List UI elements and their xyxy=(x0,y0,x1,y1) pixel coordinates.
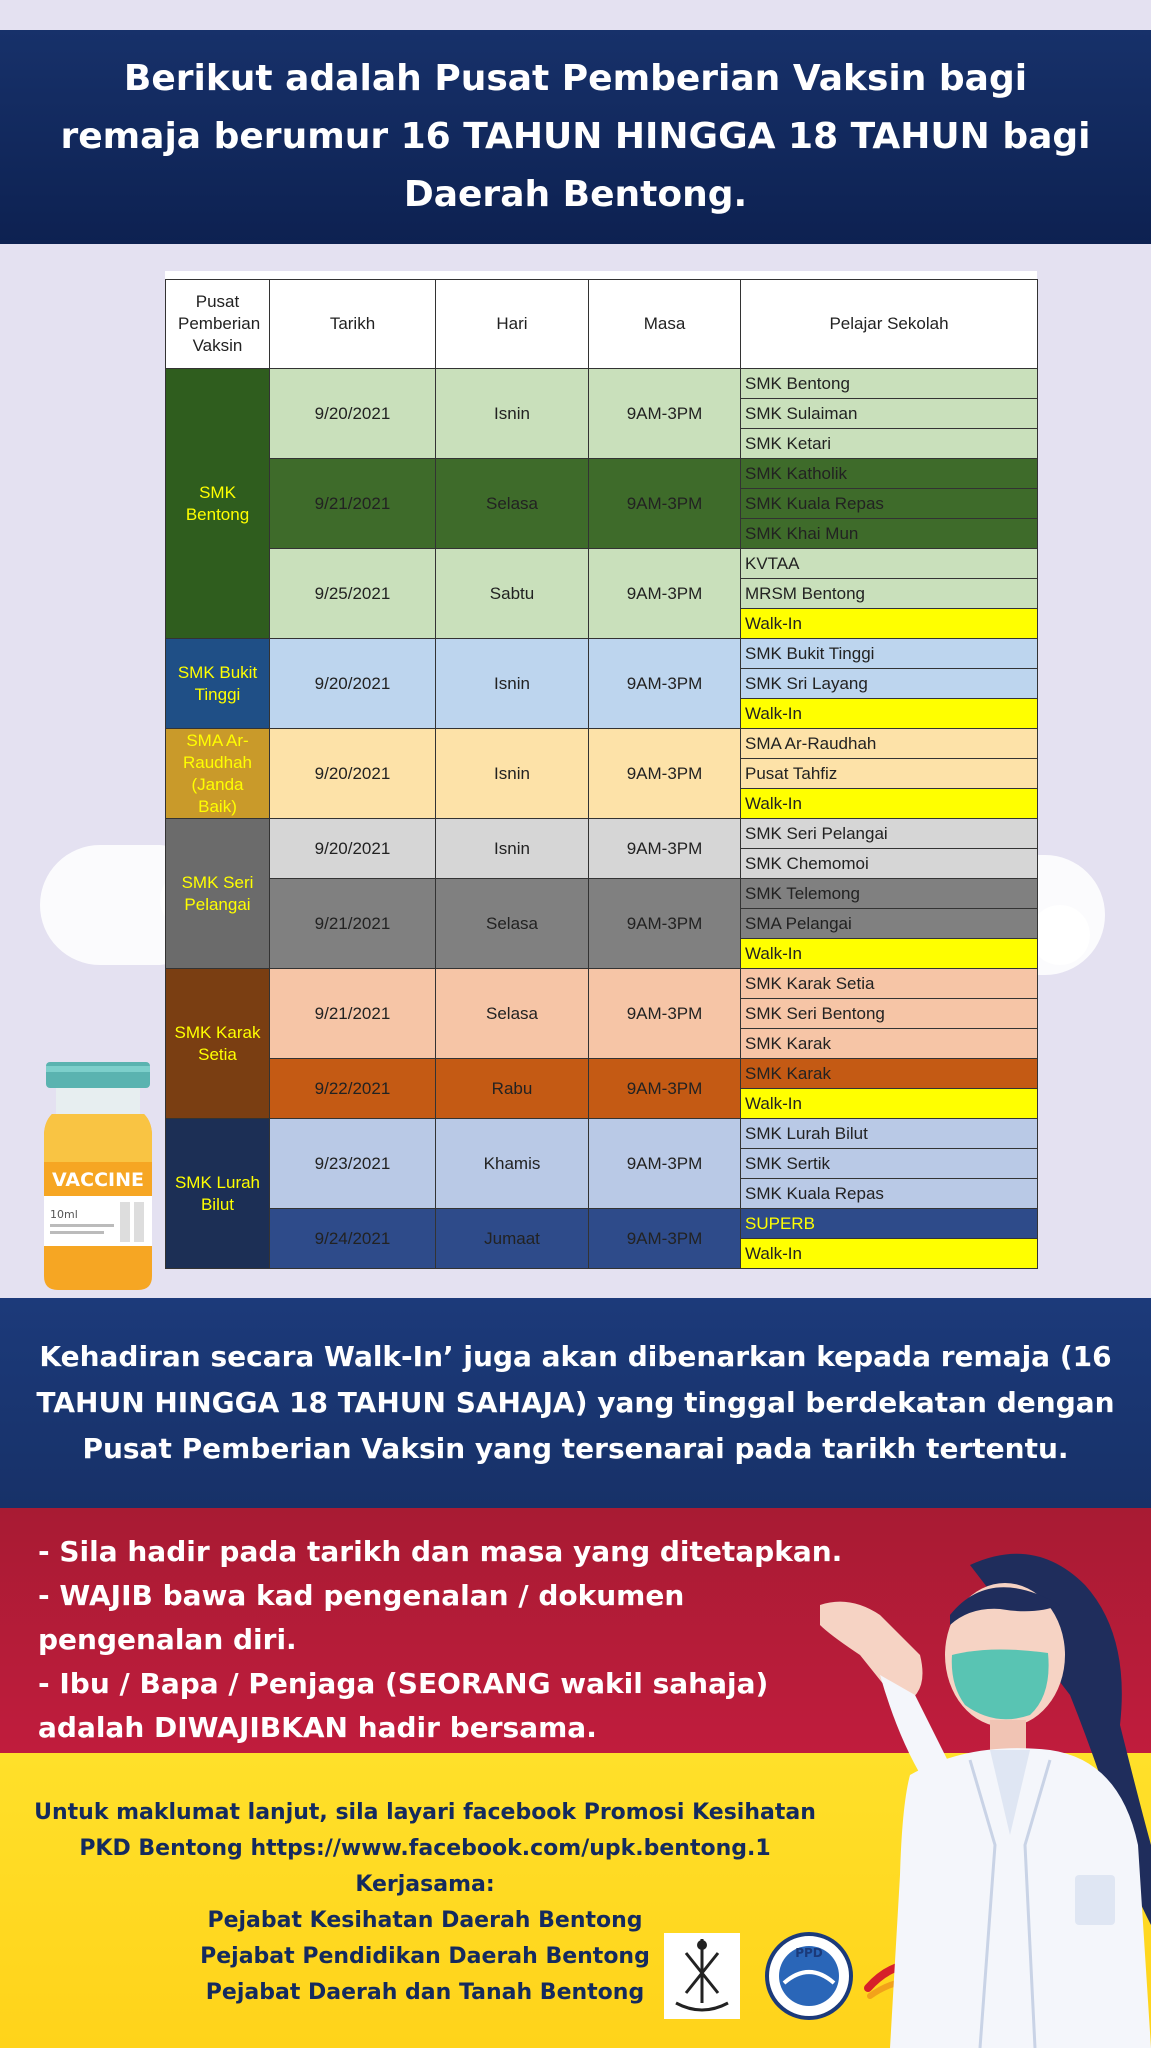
school-cell: SMK Seri Pelangai xyxy=(741,819,1038,849)
walk-in-cell: Walk-In xyxy=(741,1089,1038,1119)
instruction-line: - Sila hadir pada tarikh dan masa yang ditetapkan. xyxy=(38,1535,843,1568)
school-cell: SMK Karak xyxy=(741,1029,1038,1059)
center-cell: SMK Lurah Bilut xyxy=(166,1119,270,1269)
ppd-logo-text: PPD xyxy=(795,1946,823,1960)
time-cell: 9AM-3PM xyxy=(589,369,741,459)
table-row xyxy=(166,879,1038,909)
table-row xyxy=(166,1119,1038,1149)
header-center: Pusat Pemberian Vaksin xyxy=(166,280,270,369)
page-title: Berikut adalah Pusat Pemberian Vaksin bagi remaja berumur 16 TAHUN HINGGA 18 TAHUN bagi Daerah Bentong. xyxy=(60,58,1091,215)
walk-in-notice: Kehadiran secara Walk-In’ juga akan dibenarkan kepada remaja (16 TAHUN HINGGA 18 TAHUN SAHAJA) yang tinggal berdekatan dengan Pusat Pemberian Vaksin yang tersenarai pada tarikh tertentu. xyxy=(36,1340,1115,1465)
day-cell: Jumaat xyxy=(436,1209,589,1269)
day-cell: Isnin xyxy=(436,819,589,879)
day-cell: Khamis xyxy=(436,1119,589,1209)
school-cell: SMK Kuala Repas xyxy=(741,489,1038,519)
district-office-logo-icon xyxy=(664,1933,740,2019)
table-row xyxy=(166,729,1038,759)
header-time: Masa xyxy=(589,280,741,369)
instruction-line: adalah DIWAJIBKAN hadir bersama. xyxy=(38,1711,597,1744)
date-cell: 9/20/2021 xyxy=(270,369,436,459)
date-cell: 9/24/2021 xyxy=(270,1209,436,1269)
header-date: Tarikh xyxy=(270,280,436,369)
school-cell: SMK Bukit Tinggi xyxy=(741,639,1038,669)
kerjasama-label: Kerjasama: xyxy=(355,1872,495,1897)
instructions-list xyxy=(38,1530,858,1750)
decor-circle-right xyxy=(1030,905,1090,965)
school-cell: SMA Ar-Raudhah xyxy=(741,729,1038,759)
day-cell: Isnin xyxy=(436,369,589,459)
date-cell: 9/25/2021 xyxy=(270,549,436,639)
time-cell: 9AM-3PM xyxy=(589,969,741,1059)
school-cell: SMK Seri Bentong xyxy=(741,999,1038,1029)
table-row xyxy=(166,549,1038,579)
center-cell: SMK Karak Setia xyxy=(166,969,270,1119)
table-row xyxy=(166,639,1038,669)
date-cell: 9/20/2021 xyxy=(270,819,436,879)
date-cell: 9/20/2021 xyxy=(270,729,436,819)
school-cell: SMK Bentong xyxy=(741,369,1038,399)
center-cell: SMA Ar-Raudhah (Janda Baik) xyxy=(166,729,270,819)
date-cell: 9/21/2021 xyxy=(270,879,436,969)
date-cell: 9/22/2021 xyxy=(270,1059,436,1119)
day-cell: Rabu xyxy=(436,1059,589,1119)
vaccine-brand-text: VACCINE xyxy=(52,1169,144,1191)
day-cell: Selasa xyxy=(436,459,589,549)
instruction-line: - Ibu / Bapa / Penjaga (SEORANG wakil sahaja) xyxy=(38,1667,769,1700)
time-cell: 9AM-3PM xyxy=(589,459,741,549)
time-cell: 9AM-3PM xyxy=(589,1209,741,1269)
school-cell: MRSM Bentong xyxy=(741,579,1038,609)
walk-in-cell: Walk-In xyxy=(741,609,1038,639)
date-cell: 9/21/2021 xyxy=(270,969,436,1059)
school-cell: SMK Karak Setia xyxy=(741,969,1038,999)
table-row xyxy=(166,819,1038,849)
info-line: Untuk maklumat lanjut, sila layari facebook Promosi Kesihatan xyxy=(34,1800,816,1825)
day-cell: Isnin xyxy=(436,729,589,819)
school-cell: SMK Katholik xyxy=(741,459,1038,489)
table-row xyxy=(166,369,1038,399)
info-line-link: PKD Bentong https://www.facebook.com/upk.bentong.1 xyxy=(79,1836,771,1861)
school-cell: SMK Ketari xyxy=(741,429,1038,459)
schedule-table xyxy=(165,279,1038,1269)
school-cell: SUPERB xyxy=(741,1209,1038,1239)
table-row xyxy=(166,1209,1038,1239)
walk-in-cell: Walk-In xyxy=(741,789,1038,819)
walk-in-notice-band xyxy=(0,1298,1151,1508)
table-header-row xyxy=(166,280,1038,369)
school-cell: SMK Telemong xyxy=(741,879,1038,909)
day-cell: Isnin xyxy=(436,639,589,729)
walk-in-cell: Walk-In xyxy=(741,939,1038,969)
doctor-illustration xyxy=(820,1545,1151,2048)
school-cell: SMK Sulaiman xyxy=(741,399,1038,429)
table-row xyxy=(166,459,1038,489)
table-row xyxy=(166,969,1038,999)
decor-shape-left xyxy=(40,845,180,965)
date-cell: 9/23/2021 xyxy=(270,1119,436,1209)
header-day: Hari xyxy=(436,280,589,369)
school-cell: SMK Lurah Bilut xyxy=(741,1119,1038,1149)
school-cell: Pusat Tahfiz xyxy=(741,759,1038,789)
school-cell: SMK Khai Mun xyxy=(741,519,1038,549)
partner-line: Pejabat Daerah dan Tanah Bentong xyxy=(205,1980,645,2005)
school-cell: KVTAA xyxy=(741,549,1038,579)
time-cell: 9AM-3PM xyxy=(589,639,741,729)
partner-line: Pejabat Pendidikan Daerah Bentong xyxy=(200,1944,650,1969)
table-row xyxy=(166,1059,1038,1089)
center-cell: SMK Seri Pelangai xyxy=(166,819,270,969)
day-cell: Selasa xyxy=(436,879,589,969)
school-cell: SMK Kuala Repas xyxy=(741,1179,1038,1209)
school-cell: SMK Sertik xyxy=(741,1149,1038,1179)
vaccine-bottle-icon xyxy=(38,1062,158,1292)
school-cell: SMA Pelangai xyxy=(741,909,1038,939)
day-cell: Sabtu xyxy=(436,549,589,639)
header-schools: Pelajar Sekolah xyxy=(741,280,1038,369)
school-cell: SMK Chemomoi xyxy=(741,849,1038,879)
time-cell: 9AM-3PM xyxy=(589,1119,741,1209)
center-cell: SMK Bukit Tinggi xyxy=(166,639,270,729)
walk-in-cell: Walk-In xyxy=(741,699,1038,729)
date-cell: 9/20/2021 xyxy=(270,639,436,729)
walk-in-cell: Walk-In xyxy=(741,1239,1038,1269)
instruction-line: - WAJIB bawa kad pengenalan / dokumen xyxy=(38,1579,685,1612)
instruction-line: pengenalan diri. xyxy=(38,1623,297,1656)
center-cell: SMK Bentong xyxy=(166,369,270,639)
time-cell: 9AM-3PM xyxy=(589,819,741,879)
partner-line: Pejabat Kesihatan Daerah Bentong xyxy=(207,1908,643,1933)
schedule-table-container xyxy=(165,271,1037,1269)
vaccine-volume-text: 10ml xyxy=(50,1208,78,1221)
time-cell: 9AM-3PM xyxy=(589,729,741,819)
day-cell: Selasa xyxy=(436,969,589,1059)
time-cell: 9AM-3PM xyxy=(589,1059,741,1119)
school-cell: SMK Karak xyxy=(741,1059,1038,1089)
header-banner xyxy=(0,30,1151,244)
time-cell: 9AM-3PM xyxy=(589,549,741,639)
time-cell: 9AM-3PM xyxy=(589,879,741,969)
school-cell: SMK Sri Layang xyxy=(741,669,1038,699)
date-cell: 9/21/2021 xyxy=(270,459,436,549)
